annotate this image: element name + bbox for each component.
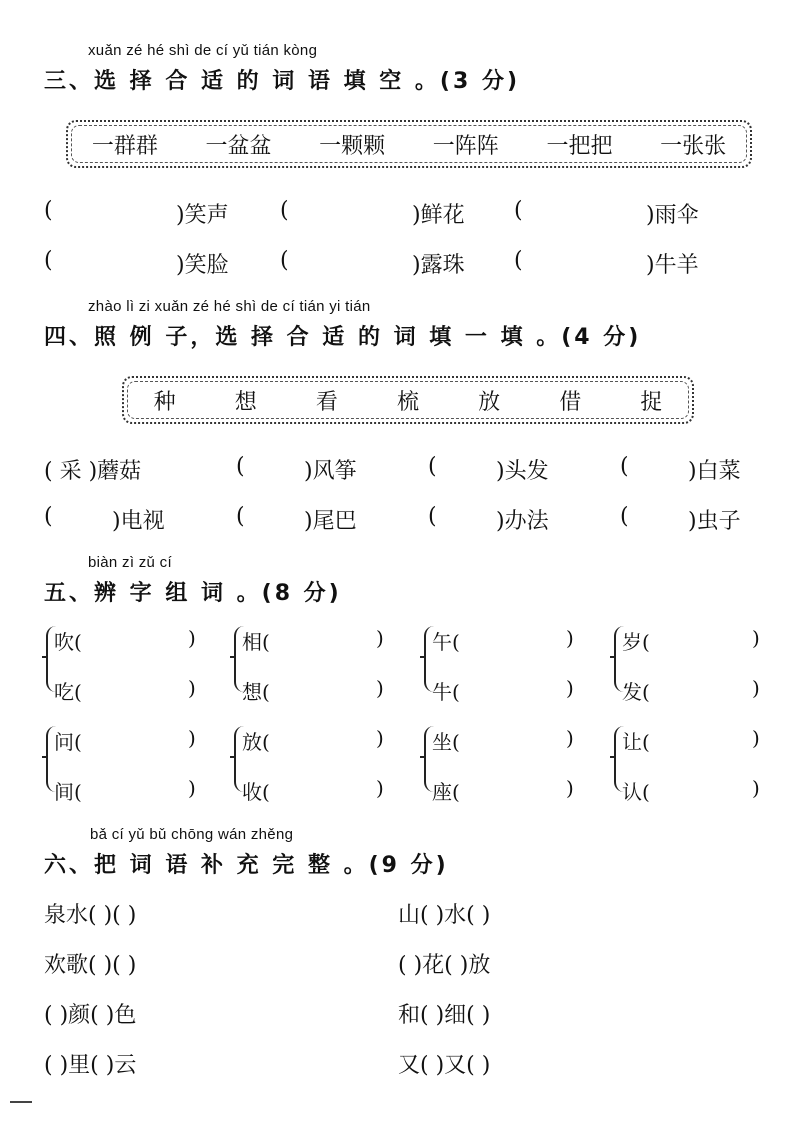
char-item: 岁( xyxy=(622,630,650,654)
sec5-pinyin: biàn zì zǔ cí xyxy=(88,554,172,571)
blank-open: ( xyxy=(280,198,289,223)
close-paren: ) xyxy=(566,726,574,750)
close-paren: ) xyxy=(752,776,760,800)
phrase-item: ( )颜( )色 xyxy=(44,1003,137,1028)
char-item: 发( xyxy=(622,680,650,704)
word-item: )白菜 xyxy=(688,459,741,484)
close-paren: ) xyxy=(752,726,760,750)
char-item: 坐( xyxy=(432,730,460,754)
char-item: 午( xyxy=(432,630,460,654)
sec4-option: 种 xyxy=(153,389,176,415)
word-item: )雨伞 xyxy=(646,203,699,228)
sec3-option: 一把把 xyxy=(546,133,613,159)
char-item: 间( xyxy=(54,780,82,804)
sec3-option: 一颗颗 xyxy=(319,133,386,159)
word-item: )电视 xyxy=(112,509,165,534)
sec4-word-box xyxy=(122,376,694,424)
sec4-option: 想 xyxy=(234,389,257,415)
word-item: )笑脸 xyxy=(176,253,229,278)
phrase-item: 又( )又( ) xyxy=(398,1053,491,1078)
word-item: )风筝 xyxy=(304,459,357,484)
blank-open: ( xyxy=(620,504,629,529)
char-item: 吹( xyxy=(54,630,82,654)
close-paren: ) xyxy=(376,776,384,800)
sec4-option: 梳 xyxy=(396,389,419,415)
word-item: )虫子 xyxy=(688,509,741,534)
phrase-item: 泉水( )( ) xyxy=(44,903,137,928)
close-paren: ) xyxy=(566,776,574,800)
close-paren: ) xyxy=(566,626,574,650)
blank-open: ( xyxy=(236,454,245,479)
blank-open: ( xyxy=(514,198,523,223)
sec3-option: 一盆盆 xyxy=(205,133,272,159)
sec3-pinyin: xuǎn zé hé shì de cí yǔ tián kòng xyxy=(88,42,318,59)
char-item: 相( xyxy=(242,630,270,654)
char-item: 放( xyxy=(242,730,270,754)
close-paren: ) xyxy=(188,626,196,650)
sec4-option: 借 xyxy=(559,389,582,415)
char-item: 座( xyxy=(432,780,460,804)
example-item: ( 采 )蘑菇 xyxy=(44,459,142,484)
sec4-title: 四、照 例 子，选 择 合 适 的 词 填 一 填 。(4 分) xyxy=(44,325,642,350)
word-item: )牛羊 xyxy=(646,253,699,278)
sec4-option: 放 xyxy=(478,389,501,415)
close-paren: ) xyxy=(752,676,760,700)
close-paren: ) xyxy=(376,676,384,700)
phrase-item: 欢歌( )( ) xyxy=(44,953,137,978)
blank-open: ( xyxy=(236,504,245,529)
sec3-title: 三、选 择 合 适 的 词 语 填 空 。(3 分) xyxy=(44,69,521,94)
close-paren: ) xyxy=(376,626,384,650)
word-item: )办法 xyxy=(496,509,549,534)
close-paren: ) xyxy=(376,726,384,750)
char-item: 认( xyxy=(622,780,650,804)
char-item: 问( xyxy=(54,730,82,754)
phrase-item: 和( )细( ) xyxy=(398,1003,491,1028)
sec3-option: 一阵阵 xyxy=(432,133,499,159)
phrase-item: ( )花( )放 xyxy=(398,953,491,978)
sec5-title: 五、辨 字 组 词 。(8 分) xyxy=(44,581,342,606)
close-paren: ) xyxy=(188,726,196,750)
blank-open: ( xyxy=(428,504,437,529)
sec3-option: 一群群 xyxy=(91,133,158,159)
word-item: )笑声 xyxy=(176,203,229,228)
sec6-pinyin: bǎ cí yǔ bǔ chōng wán zhěng xyxy=(90,826,294,843)
sec3-word-box xyxy=(66,120,752,168)
phrase-item: ( )里( )云 xyxy=(44,1053,137,1078)
sec4-option: 捉 xyxy=(640,389,663,415)
phrase-item: 山( )水( ) xyxy=(398,903,491,928)
char-item: 吃( xyxy=(54,680,82,704)
sec4-option: 看 xyxy=(315,389,338,415)
word-item: )头发 xyxy=(496,459,549,484)
close-paren: ) xyxy=(566,676,574,700)
word-item: )鲜花 xyxy=(412,203,465,228)
blank-open: ( xyxy=(428,454,437,479)
word-item: )露珠 xyxy=(412,253,465,278)
page-edge-mark xyxy=(10,1101,32,1103)
blank-open: ( xyxy=(44,198,53,223)
char-item: 牛( xyxy=(432,680,460,704)
char-item: 想( xyxy=(242,680,270,704)
char-item: 让( xyxy=(622,730,650,754)
close-paren: ) xyxy=(752,626,760,650)
sec6-title: 六、把 词 语 补 充 完 整 。(9 分) xyxy=(44,853,449,878)
sec4-pinyin: zhào lì zi xuǎn zé hé shì de cí tián yi tián xyxy=(88,298,371,315)
close-paren: ) xyxy=(188,676,196,700)
close-paren: ) xyxy=(188,776,196,800)
blank-open: ( xyxy=(280,248,289,273)
blank-open: ( xyxy=(44,248,53,273)
blank-open: ( xyxy=(44,504,53,529)
char-item: 收( xyxy=(242,780,270,804)
blank-open: ( xyxy=(620,454,629,479)
blank-open: ( xyxy=(514,248,523,273)
word-item: )尾巴 xyxy=(304,509,357,534)
sec3-option: 一张张 xyxy=(660,133,727,159)
